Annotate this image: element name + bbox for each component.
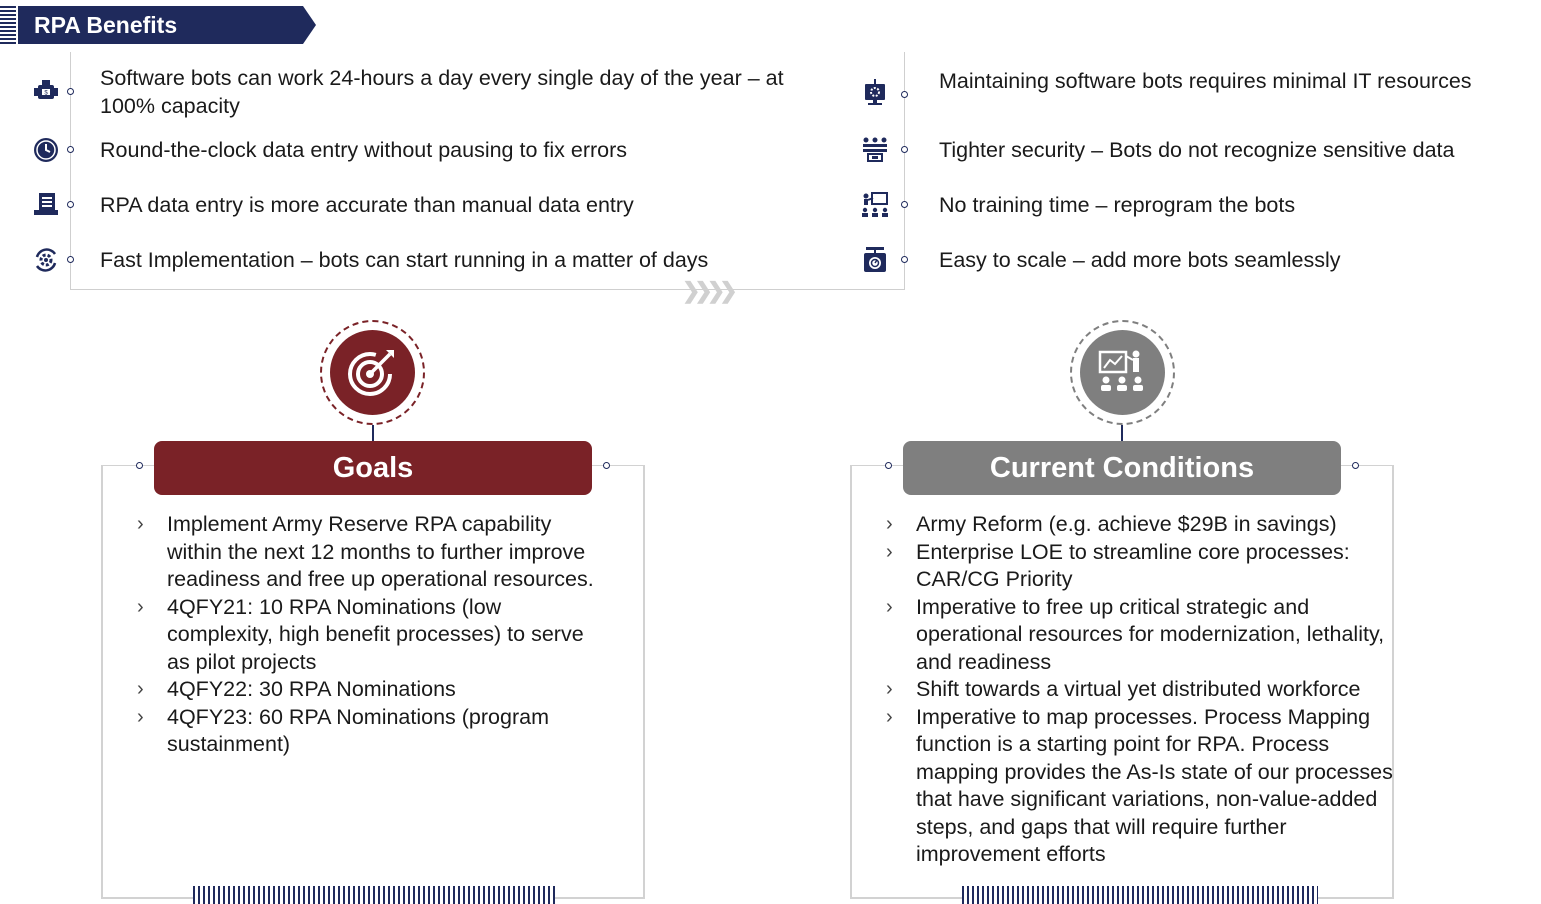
goals-header: Goals (154, 441, 592, 495)
connector-dot (67, 88, 74, 95)
benefits-frame-bottom (70, 289, 905, 290)
list-item: › Implement Army Reserve RPA capability within the next 12 months to further improve readiness and free up operational resources. (137, 512, 594, 591)
document-icon (31, 190, 61, 220)
robot-icon (31, 76, 61, 106)
chevron-right-icon: › (137, 678, 144, 700)
benefit-text: Easy to scale – add more bots seamlessly (939, 248, 1341, 272)
conditions-list (886, 511, 1401, 869)
list-item: › 4QFY23: 60 RPA Nominations (program sustainment) (137, 704, 549, 756)
benefits-frame-middle (904, 52, 905, 290)
benefit-text: Fast Implementation – bots can start running in a matter of days (100, 248, 709, 272)
list-item: › 4QFY21: 10 RPA Nominations (low complexity, high benefit processes) to serve as pilot projects (137, 594, 584, 674)
conditions-connector (1121, 425, 1123, 442)
list-item: › Imperative to free up critical strategic and operational resources for modernization, lethality, and readiness (886, 594, 1385, 674)
list-item: › Shift towards a virtual yet distributed workforce (916, 676, 1401, 704)
panel-dot (603, 462, 610, 469)
scale-icon (860, 245, 890, 275)
chevron-arrows-decoration: ❯❯❯❯ (682, 278, 732, 303)
benefit-text: No training time – reprogram the bots (939, 193, 1296, 217)
connector-dot (901, 91, 908, 98)
connector-dot (67, 256, 74, 263)
goals-list (137, 511, 607, 759)
panel-dot (885, 462, 892, 469)
chevron-right-icon: › (886, 595, 893, 618)
conditions-header: Current Conditions (903, 441, 1341, 495)
gear-cycle-icon (31, 245, 61, 275)
connector-dot (67, 146, 74, 153)
benefit-text: Round-the-clock data entry without pausing to fix errors (100, 138, 628, 162)
list-item: › Imperative to map processes. Process Mapping function is a starting point for RPA. Process mapping provides the As-Is state of our processes that have significant variations, non-value-added steps, and gaps that will require further improvement efforts (886, 704, 1393, 866)
connector-dot (901, 201, 908, 208)
connector-dot (901, 146, 908, 153)
chevron-right-icon: › (886, 540, 893, 563)
chevron-right-icon: › (137, 595, 144, 618)
clock-icon (31, 135, 61, 165)
barcode-decoration (962, 886, 1318, 904)
goals-connector (372, 425, 374, 442)
svg-text:$: $ (44, 90, 48, 97)
connector-dot (67, 201, 74, 208)
chevron-right-icon: › (137, 705, 144, 728)
list-item: › 4QFY22: 30 RPA Nominations (167, 676, 607, 704)
monitor-gear-icon (860, 78, 890, 108)
benefit-text: Software bots can work 24-hours a day every single day of the year – at 100% capacity (100, 66, 784, 118)
presentation-icon (1096, 346, 1148, 398)
list-item: › Army Reform (e.g. achieve $29B in savings) (916, 511, 1401, 539)
chevron-right-icon: › (137, 513, 144, 535)
benefit-text: RPA data entry is more accurate than manual data entry (100, 193, 634, 217)
list-item: › Enterprise LOE to streamline core processes: CAR/CG Priority (886, 539, 1350, 591)
target-icon (344, 344, 400, 400)
barcode-decoration (193, 886, 555, 904)
page-title: RPA Benefits (34, 12, 178, 38)
network-security-icon (860, 135, 890, 165)
panel-dot (136, 462, 143, 469)
connector-dot (901, 256, 908, 263)
chevron-right-icon: › (886, 678, 893, 700)
chevron-right-icon: › (886, 513, 893, 535)
panel-dot (1352, 462, 1359, 469)
title-stripes-decoration (0, 6, 16, 44)
benefit-text: Maintaining software bots requires minimal IT resources (939, 69, 1472, 93)
benefit-text: Tighter security – Bots do not recognize sensitive data (939, 138, 1455, 162)
training-icon (860, 190, 890, 220)
chevron-right-icon: › (886, 705, 893, 728)
